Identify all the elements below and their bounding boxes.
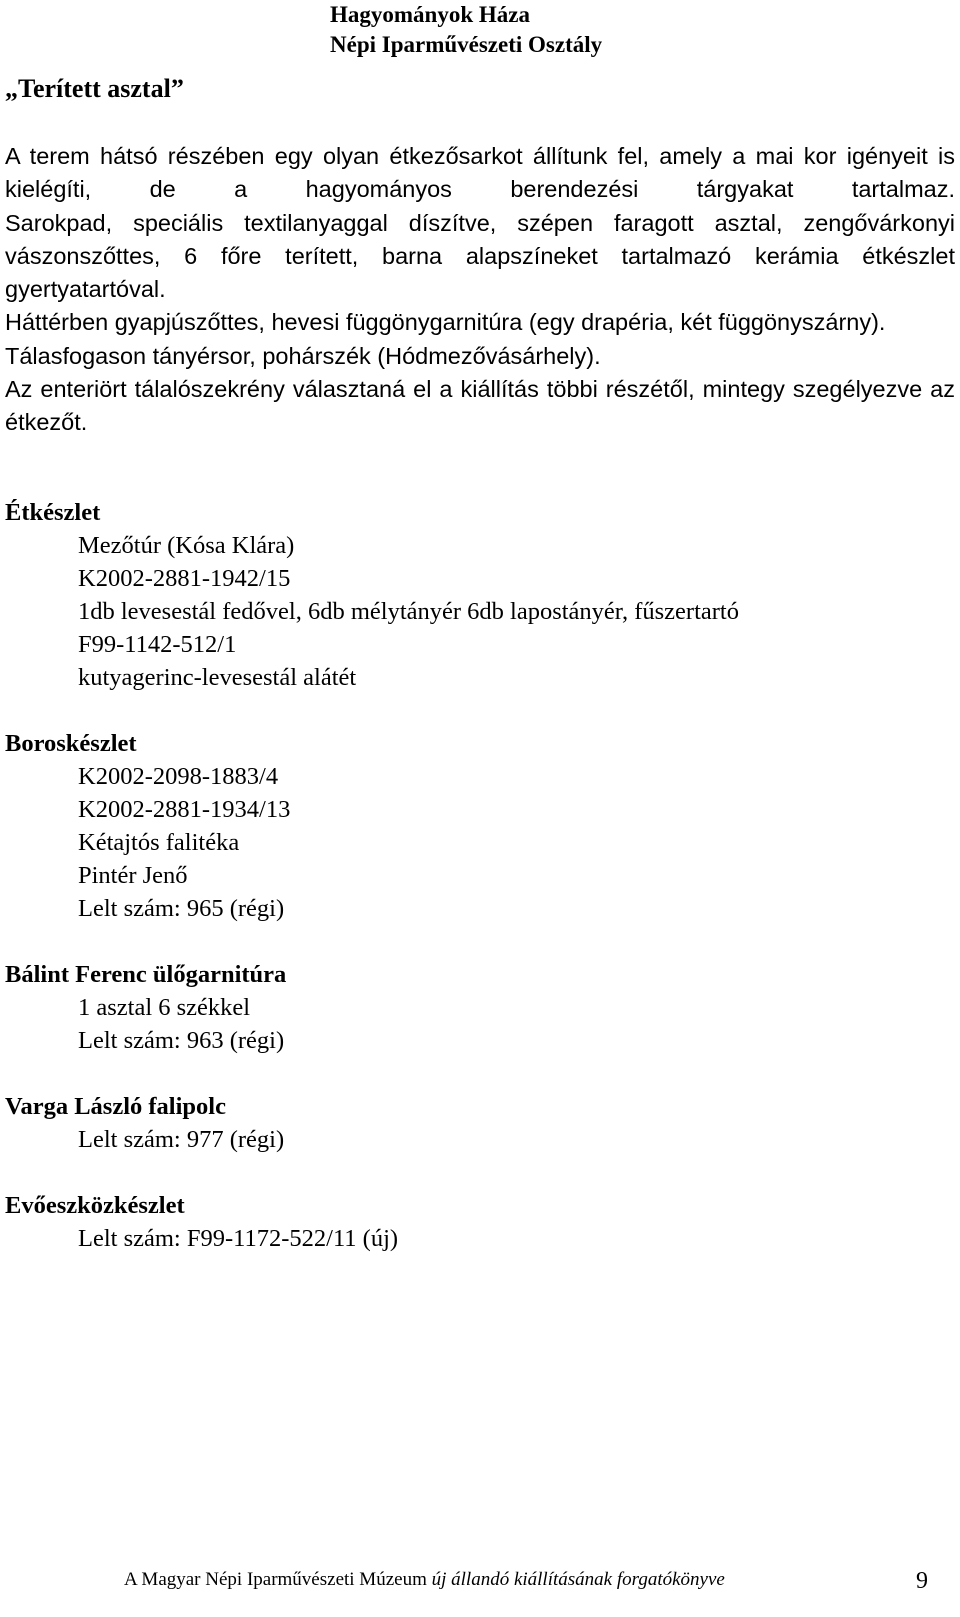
page-number: 9 [916, 1568, 928, 1594]
section-line: Lelt szám: F99-1172-522/11 (új) [78, 1225, 399, 1252]
section-ulogarnitura [5, 958, 955, 1057]
section-title: Boroskészlet [5, 730, 137, 757]
section-line: Kétajtós falitéka [78, 829, 240, 856]
intro-paragraph: Háttérben gyapjúszőttes, hevesi függönygarnitúra (egy drapéria, két függönyszárny). [5, 309, 886, 336]
inventory-list [5, 496, 955, 1288]
intro-paragraph: Sarokpad, speciális textilanyaggal díszítve, szépen faragott asztal, zengővárkonyi vászonszőttes, 6 főre terített, barna alapszíneket tartalmazó kerámia étkészlet gyertyatartóval. [5, 209, 955, 303]
section-line: F99-1142-512/1 [78, 631, 237, 658]
section-line: K2002-2098-1883/4 [78, 763, 279, 790]
section-etkeszlet [5, 496, 955, 694]
footer-museum-name: A Magyar Népi Iparművészeti Múzeum [124, 1569, 427, 1590]
section-line: Mezőtúr (Kósa Klára) [78, 532, 295, 559]
header-department: Népi Iparművészeti Osztály [330, 32, 603, 57]
page-footer [124, 1567, 725, 1593]
section-line: K2002-2881-1942/15 [78, 565, 291, 592]
section-line: Lelt szám: 977 (régi) [78, 1126, 285, 1153]
footer-document-name: új állandó kiállításának forgatókönyve [431, 1569, 725, 1590]
section-title: Étkészlet [5, 499, 101, 526]
section-title: Evőeszközkészlet [5, 1192, 185, 1219]
section-line: 1 asztal 6 székkel [78, 994, 251, 1021]
section-line: 1db levesestál fedővel, 6db mélytányér 6db lapostányér, fűszertartó [78, 598, 739, 625]
section-line: kutyagerinc-levesestál alátét [78, 664, 357, 691]
section-line: Lelt szám: 963 (régi) [78, 1027, 285, 1054]
header-org-name: Hagyományok Háza [330, 2, 530, 27]
section-line: Pintér Jenő [78, 862, 188, 889]
document-title: „Terített asztal” [5, 74, 184, 103]
section-line: Lelt szám: 965 (régi) [78, 895, 285, 922]
section-falipolc [5, 1090, 955, 1156]
section-evoeszkozkeszlet [5, 1189, 955, 1255]
section-boroskeszlet [5, 727, 955, 925]
document-header [330, 0, 602, 60]
intro-text [5, 140, 955, 440]
intro-paragraph: Az enteriört tálalószekrény választaná el a kiállítás többi részétől, mintegy szegélyezve az étkezőt. [5, 376, 955, 436]
section-title: Bálint Ferenc ülőgarnitúra [5, 961, 287, 988]
section-title: Varga László falipolc [5, 1093, 226, 1120]
intro-paragraph: Tálasfogason tányérsor, pohárszék (Hódmezővásárhely). [5, 342, 601, 369]
intro-paragraph: A terem hátsó részében egy olyan étkezősarkot állítunk fel, amely a mai kor igényeit is kielégíti, de a hagyományos berendezési tárgyakat tartalmaz. [5, 143, 955, 203]
section-line: K2002-2881-1934/13 [78, 796, 291, 823]
